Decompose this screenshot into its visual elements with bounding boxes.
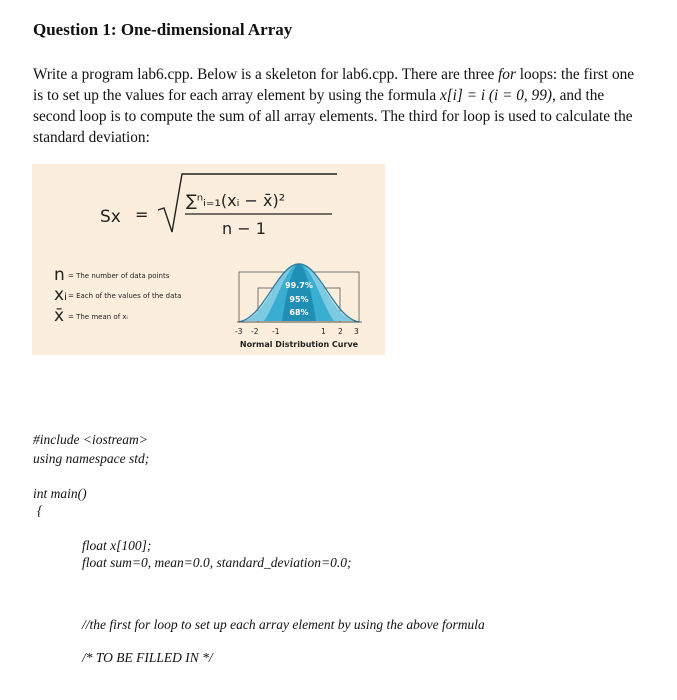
code-main: int main() <box>33 486 87 501</box>
tick-label: -3 <box>235 327 243 336</box>
paragraph-part-2: loops: the first one is to set up the values for each array element by using the formula <box>33 66 635 104</box>
question-title: Question 1: One-dimensional Array <box>33 20 293 39</box>
code-comment: //the first for loop to set up each array element by using the above formula <box>82 617 485 632</box>
code-array-decl: float x[100]; <box>82 538 152 553</box>
paragraph-part-1: Write a program lab6.cpp. Below is a skeleton for lab6.cpp. There are three <box>33 66 499 83</box>
curve-caption: Normal Distribution Curve <box>239 340 359 349</box>
band-label-68: 68% <box>289 308 309 317</box>
standard-deviation-figure <box>32 164 385 355</box>
formula-lhs: Sx <box>100 207 121 227</box>
tick-label: 3 <box>354 327 359 336</box>
tick-label: 1 <box>321 327 326 336</box>
code-namespace: using namespace std; <box>33 451 150 466</box>
legend-text-xbar: = The mean of xᵢ <box>68 313 128 321</box>
code-include: #include <iostream> <box>33 432 148 447</box>
code-open-brace: { <box>37 503 43 518</box>
for-keyword: for <box>498 66 516 83</box>
code-vars-decl: float sum=0, mean=0.0, standard_deviation=0.0; <box>82 555 352 570</box>
paragraph-part-3: , and the second loop is to compute the sum of all array elements. The third for loop is used to calculate the standard deviation: <box>33 87 633 146</box>
legend-text-n: = The number of data points <box>68 272 170 280</box>
question-paragraph <box>33 64 645 148</box>
legend-text-xi: = Each of the values of the data <box>68 292 182 300</box>
normal-distribution-chart <box>235 264 362 349</box>
tick-label: -1 <box>272 327 280 336</box>
formula-equals: = <box>135 205 149 224</box>
figure-svg <box>32 164 385 355</box>
legend-symbol-xi: xᵢ <box>54 285 68 305</box>
code-placeholder: /* TO BE FILLED IN */ <box>82 650 213 665</box>
formula-numerator: ∑ⁿᵢ₌₁(xᵢ − x̄)² <box>186 191 286 210</box>
legend-symbol-xbar: x̄ <box>54 306 65 326</box>
band-label-997: 99.7% <box>285 281 313 290</box>
tick-label: -2 <box>251 327 259 336</box>
tick-label: 2 <box>338 327 343 336</box>
inline-formula: x[i] = i (i = 0, 99) <box>439 87 552 104</box>
band-label-95: 95% <box>289 295 309 304</box>
formula-denominator: n − 1 <box>222 219 266 238</box>
legend-symbol-n: n <box>54 265 65 285</box>
